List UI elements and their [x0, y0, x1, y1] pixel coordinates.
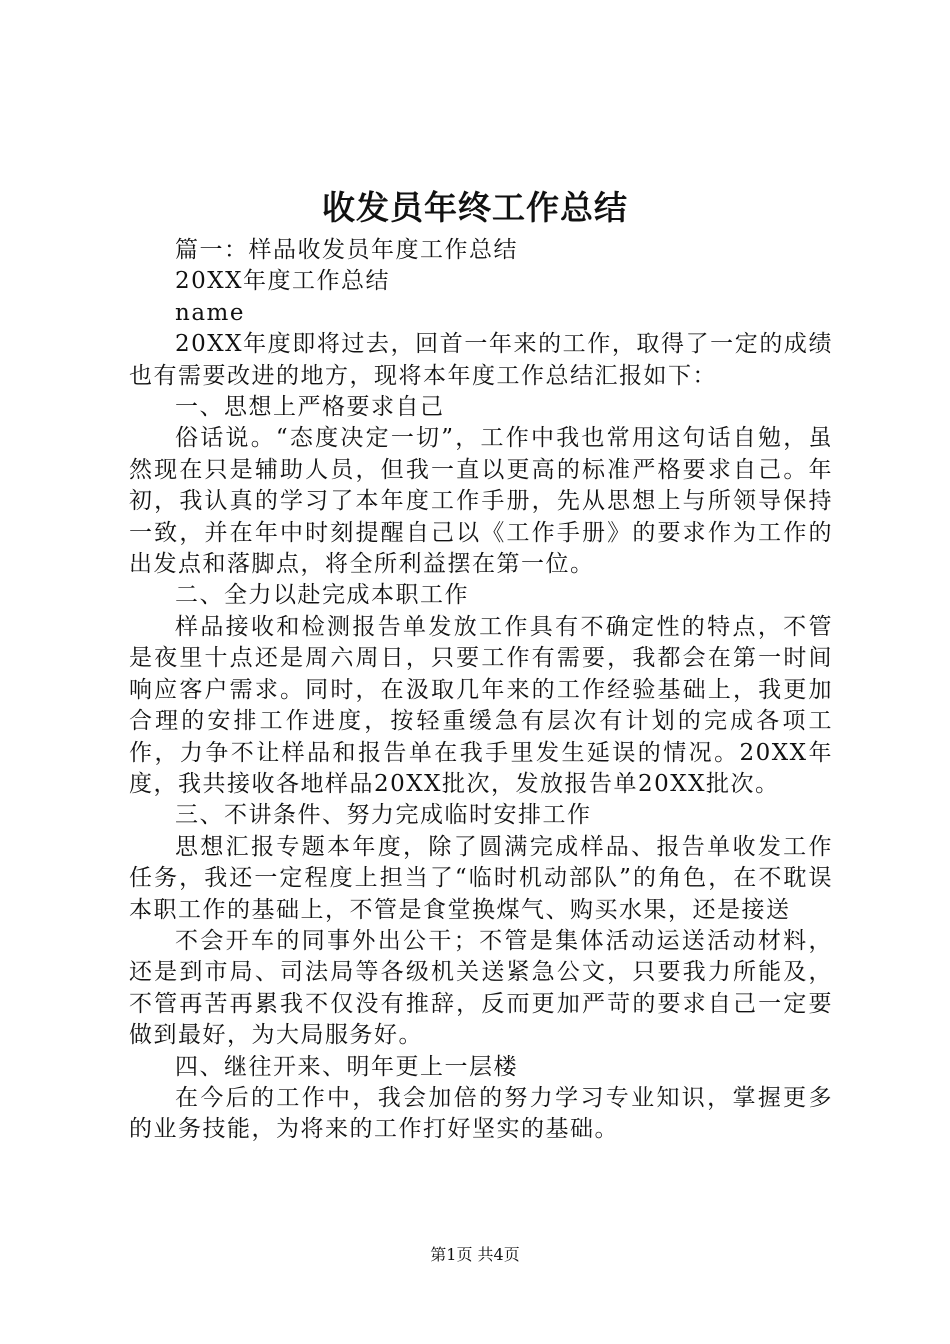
paragraph: 篇一：样品收发员年度工作总结	[175, 237, 518, 263]
paragraph: 思想汇报专题本年度，除了圆满完成样品、报告单收发工作任务，我还一定程度上担当了“临时机动部队”的角色，在不耽误本职工作的基础上，不管是食堂换煤气、购买水果，还是接送	[129, 833, 833, 923]
document-body	[129, 235, 833, 1146]
paragraph: 不会开车的同事外出公干；不管是集体活动运送活动材料，还是到市局、司法局等各级机关送紧急公文，只要我力所能及，不管再苦再累我不仅没有推辞，反而更加严苛的要求自己一定要做到最好，为大局服务好。	[129, 927, 833, 1049]
paragraph: 样品接收和检测报告单发放工作具有不确定性的特点，不管是夜里十点还是周六周日，只要工作有需要，我都会在第一时间响应客户需求。同时，在汲取几年来的工作经验基础上，我更加合理的安排工作进度，按轻重缓急有层次有计划的完成各项工作，力争不让样品和报告单在我手里发生延误的情况。20XX年度，我共接收各地样品20XX批次，发放报告单20XX批次。	[129, 613, 833, 797]
document-title: 收发员年终工作总结	[322, 188, 628, 227]
paragraph: 20XX年度工作总结	[175, 268, 391, 295]
paragraph: name	[175, 299, 245, 326]
page-footer: 第1页 共4页	[430, 1245, 520, 1264]
section-heading: 三、不讲条件、努力完成临时安排工作	[175, 802, 592, 829]
section-heading: 四、继往开来、明年更上一层楼	[175, 1053, 518, 1080]
paragraph: 20XX年度即将过去，回首一年来的工作，取得了一定的成绩也有需要改进的地方，现将本年度工作总结汇报如下：	[129, 331, 833, 389]
paragraph: 俗话说。“态度决定一切”，工作中我也常用这句话自勉，虽然现在只是辅助人员，但我一直以更高的标准严格要求自己。年初，我认真的学习了本年度工作手册，先从思想上与所领导保持一致，并在年中时刻提醒自己以《工作手册》的要求作为工作的出发点和落脚点，将全所利益摆在第一位。	[129, 425, 833, 578]
paragraph: 在今后的工作中，我会加倍的努力学习专业知识，掌握更多的业务技能，为将来的工作打好坚实的基础。	[129, 1084, 833, 1143]
section-heading: 一、思想上严格要求自己	[175, 394, 445, 421]
section-heading: 二、全力以赴完成本职工作	[175, 582, 469, 609]
